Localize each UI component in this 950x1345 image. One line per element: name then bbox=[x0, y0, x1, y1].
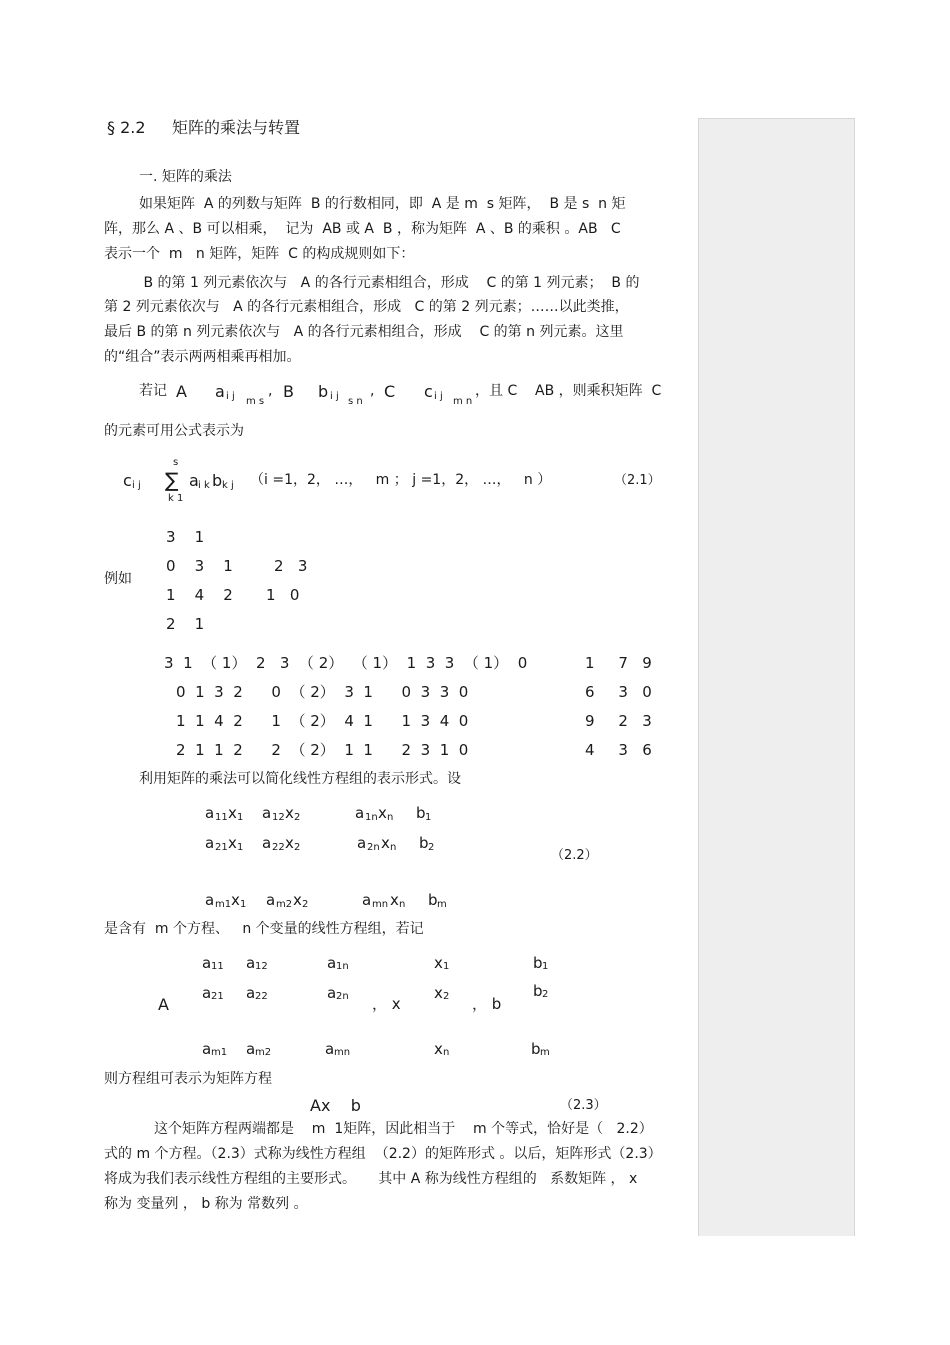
para1-line3: 表示一个 m n 矩阵，矩阵 C 的构成规则如下： bbox=[104, 246, 415, 262]
equation-number-2-3: （2.3） bbox=[560, 1098, 607, 1113]
para1-line2: 阵，那么 A 、B 可以相乘， 记为 AB 或 A B ，称为矩阵 A 、B 的乘积 。AB C bbox=[104, 221, 621, 237]
para2-line1: B 的第 1 列元素依次与 A 的各行元素相组合，形成 C 的第 1 列元素； B 的 bbox=[139, 275, 640, 291]
comment-margin-panel bbox=[698, 118, 855, 1236]
para4: 利用矩阵的乘法可以简化线性方程组的表示形式。设 bbox=[139, 771, 461, 787]
para6: 则方程组可表示为矩阵方程 bbox=[104, 1071, 272, 1087]
example-label: 例如 bbox=[104, 571, 132, 587]
para5: 是含有 m 个方程、 n 个变量的线性方程组，若记 bbox=[104, 921, 424, 937]
para2-line4: 的“组合”表示两两相乘再相加。 bbox=[104, 349, 301, 365]
para1-line1: 如果矩阵 A 的列数与矩阵 B 的行数相同，即 A 是 m s 矩阵， B 是 s n 矩 bbox=[139, 196, 626, 212]
para7-line4: 称为 变量列 ， b 称为 常数列 。 bbox=[104, 1196, 308, 1212]
subheading: 一. 矩阵的乘法 bbox=[139, 169, 232, 185]
section-number: § 2.2 bbox=[107, 118, 146, 137]
equation-number-2-2: （2.2） bbox=[551, 848, 598, 863]
page-title: 矩阵的乘法与转置 bbox=[172, 118, 301, 137]
para2-line2: 第 2 列元素依次与 A 的各行元素相组合，形成 C 的第 2 列元素；……以此类推， bbox=[104, 299, 629, 315]
para2-line3: 最后 B 的第 n 列元素依次与 A 的各行元素相组合，形成 C 的第 n 列元素。这里 bbox=[104, 324, 624, 340]
para7-line3: 将成为我们表示线性方程组的主要形式。 其中 A 称为线性方程组的 系数矩阵 ， x bbox=[104, 1171, 638, 1187]
para7-line1: 这个矩阵方程两端都是 m 1矩阵，因此相当于 m 个等式，恰好是（ 2.2） bbox=[154, 1121, 653, 1137]
para3-line2: 的元素可用公式表示为 bbox=[104, 423, 244, 439]
formula-2-3: Ax b bbox=[310, 1096, 361, 1115]
para7-line2: 式的 m 个方程。（2.3）式称为线性方程组 （2.2）的矩阵形式 。以后，矩阵形式（2.3） bbox=[104, 1146, 662, 1162]
